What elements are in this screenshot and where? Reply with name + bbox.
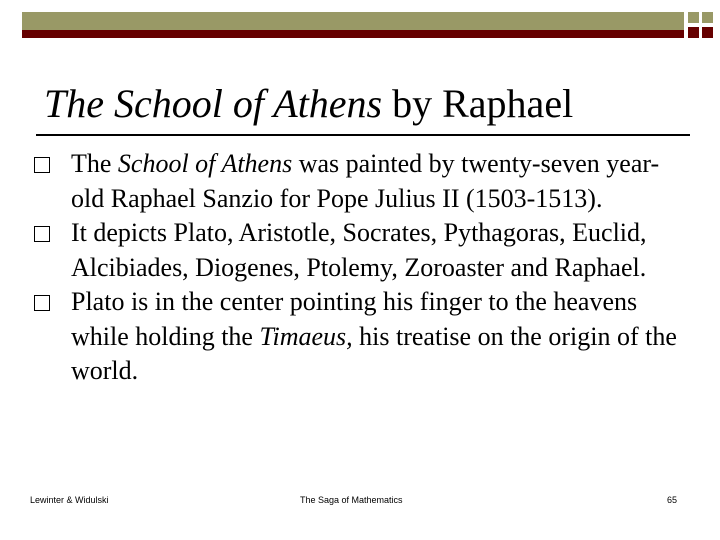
- slide-title-rest: by Raphael: [382, 81, 574, 126]
- bullet-list: [34, 147, 684, 389]
- header-band-olive: [22, 12, 684, 30]
- bullet-item-2: [34, 216, 684, 285]
- footer-page-number: 65: [666, 495, 677, 505]
- bullet-1-post: was painted by twenty-seven year-old Raphael Sanzio for Pope Julius II (1503-1513).: [71, 149, 660, 213]
- slide-title-italic: The School of Athens: [44, 81, 383, 126]
- corner-square-olive-2: [702, 12, 713, 23]
- title-underline: [36, 134, 690, 136]
- hollow-square-bullet-icon: [34, 157, 50, 173]
- header-band: [0, 0, 720, 42]
- footer-authors: Lewinter & Widulski: [30, 495, 109, 505]
- footer-book-title: The Saga of Mathematics: [300, 495, 403, 505]
- bullet-2-text: It depicts Plato, Aristotle, Socrates, Pythagoras, Euclid, Alcibiades, Diogenes, Ptolemy, Zoroaster and Raphael.: [71, 218, 647, 282]
- bullet-3-post: his treatise on the origin of the world.: [71, 321, 677, 385]
- corner-square-olive-1: [688, 12, 699, 23]
- corner-square-maroon-1: [688, 27, 699, 38]
- bullet-1-pre: The: [71, 149, 118, 178]
- corner-square-maroon-2: [702, 27, 713, 38]
- hollow-square-bullet-icon: [34, 295, 50, 311]
- slide-title: [44, 80, 573, 128]
- bullet-3-italic: Timaeus,: [259, 321, 353, 351]
- bullet-item-3: [34, 285, 684, 389]
- bullet-item-1: [34, 147, 684, 216]
- bullet-1-italic: School of Athens: [117, 149, 293, 178]
- hollow-square-bullet-icon: [34, 226, 50, 242]
- header-band-maroon: [22, 30, 684, 38]
- bullet-3-pre: Plato is in the center pointing his finger to the heavens while holding the: [71, 287, 638, 351]
